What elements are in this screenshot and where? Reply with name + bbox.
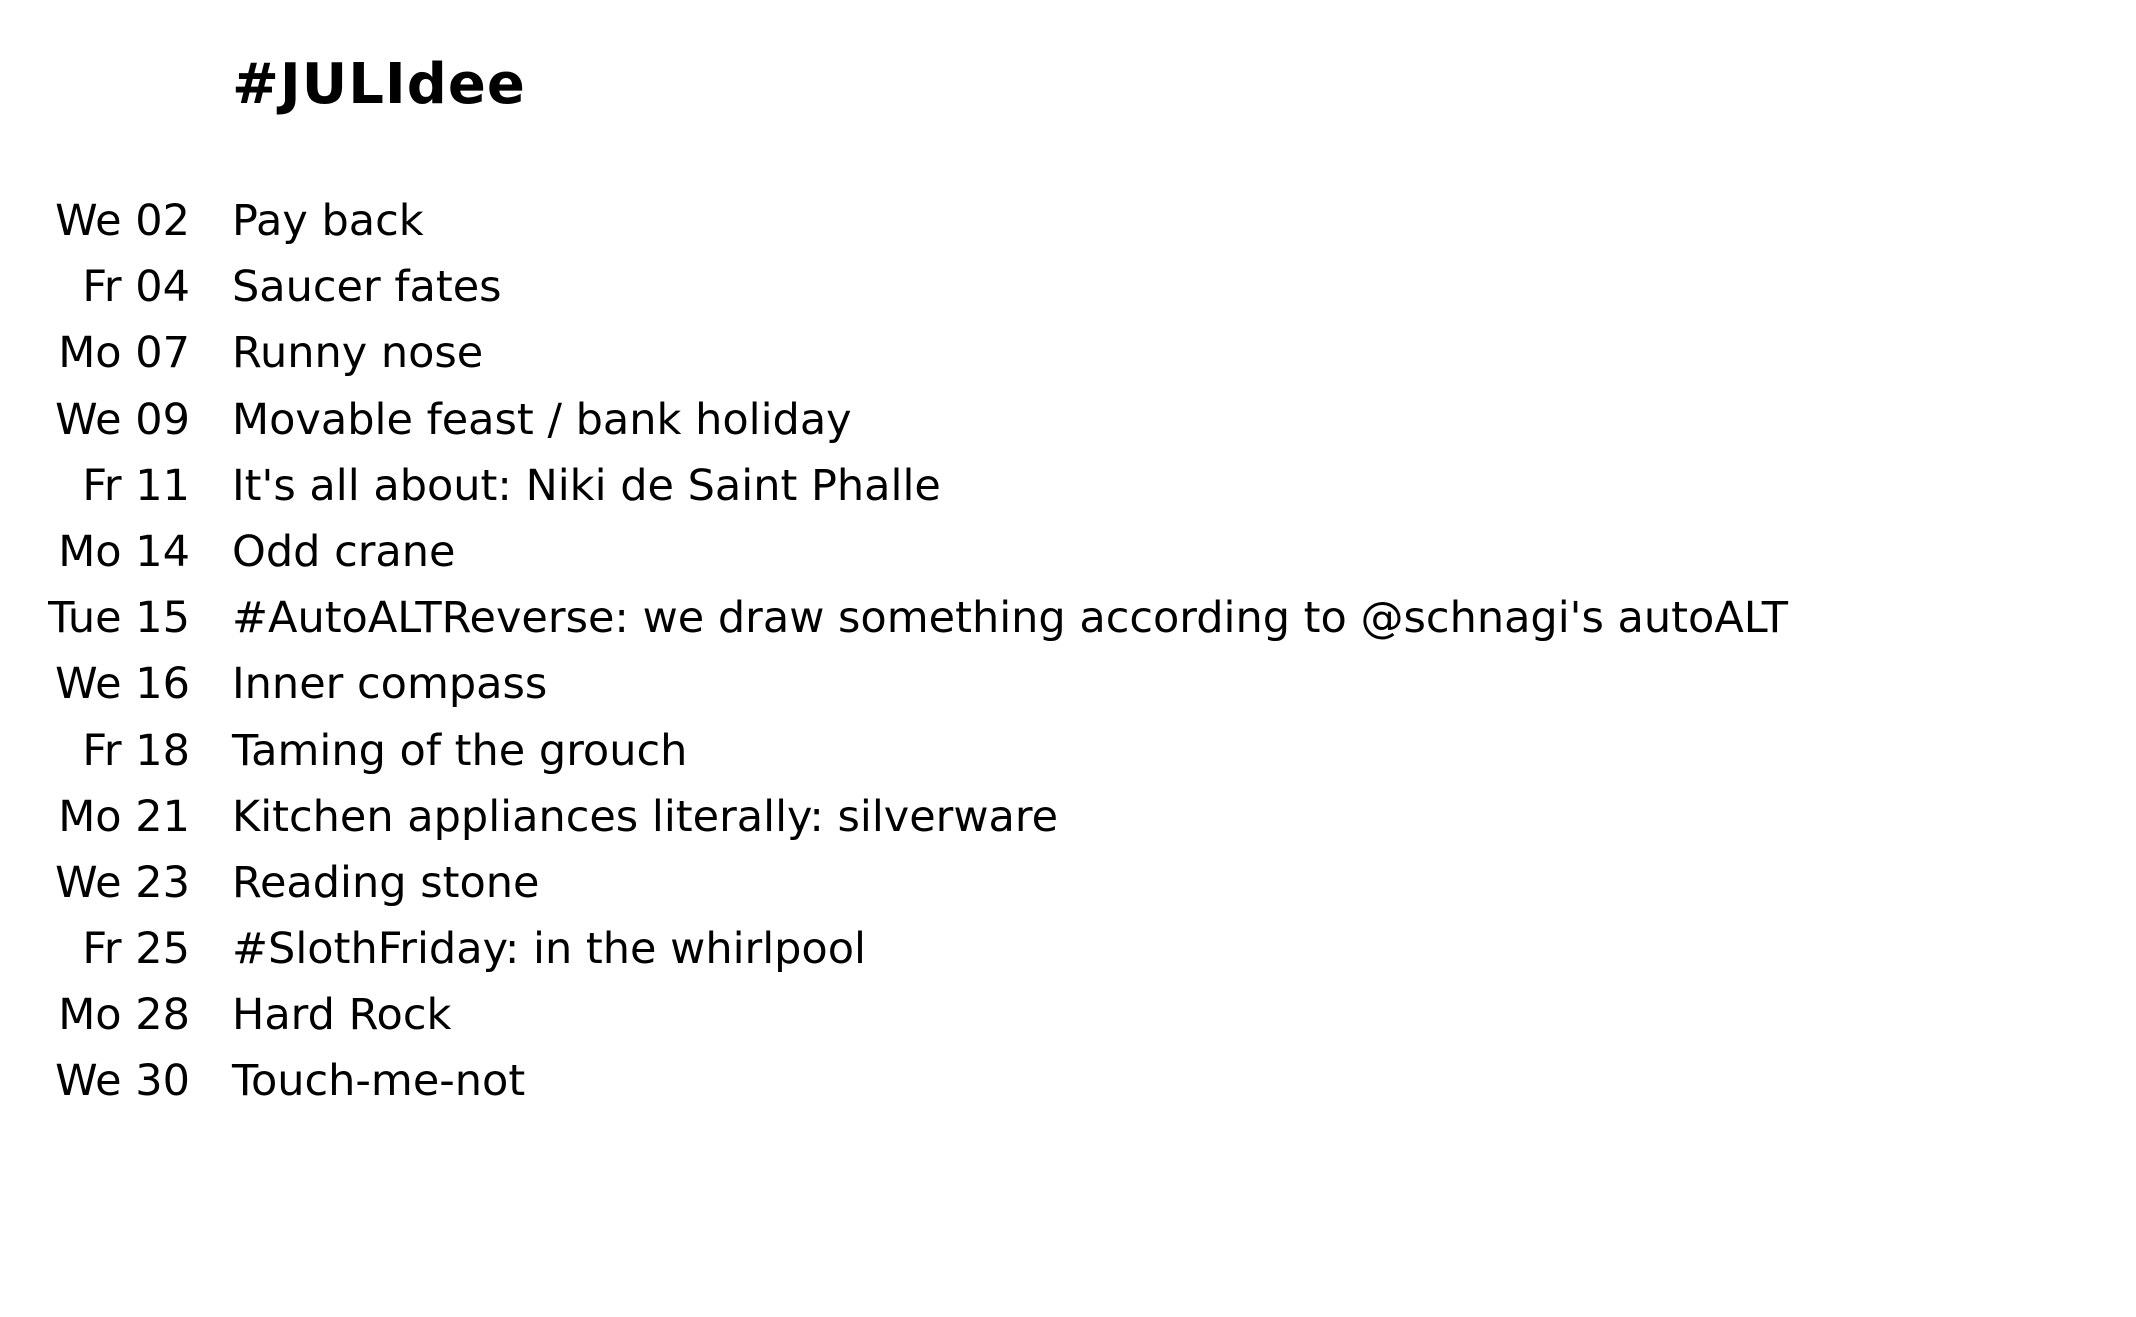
entry-topic: Kitchen appliances literally: silverware <box>232 791 1059 842</box>
entry-date: We 09 <box>55 394 190 445</box>
page-title: #JULIdee <box>232 52 526 117</box>
entry-topic: #SlothFriday: in the whirlpool <box>232 924 866 975</box>
entry-date: Tue 15 <box>48 593 190 644</box>
list-item <box>0 593 2136 659</box>
entry-date: We 02 <box>55 196 190 246</box>
entry-topic: Pay back <box>232 196 424 246</box>
entry-topic: Runny nose <box>232 328 484 379</box>
entry-topic: Movable feast / bank holiday <box>232 394 852 445</box>
list-item <box>0 924 2136 990</box>
list-item <box>0 990 2136 1056</box>
list-item <box>0 395 2136 461</box>
list-item <box>0 461 2136 527</box>
list-item <box>0 858 2136 924</box>
entry-date: Mo 28 <box>58 990 190 1041</box>
entry-topic: Odd crane <box>232 526 456 577</box>
list-item <box>0 726 2136 792</box>
entry-date: Fr 04 <box>82 262 190 313</box>
entry-topic: Inner compass <box>232 659 548 710</box>
entry-topic: Reading stone <box>232 857 540 908</box>
entry-date: We 16 <box>55 659 190 710</box>
entry-date: Mo 21 <box>58 791 190 842</box>
list-item <box>0 792 2136 858</box>
entry-date: We 23 <box>55 857 190 908</box>
schedule-list <box>0 196 2136 1123</box>
entry-date: We 30 <box>55 1056 190 1107</box>
list-item <box>0 659 2136 725</box>
entry-date: Mo 14 <box>58 526 190 577</box>
list-item <box>0 262 2136 328</box>
entry-date: Mo 07 <box>58 328 190 379</box>
list-item <box>0 1056 2136 1122</box>
entry-date: Fr 18 <box>82 725 190 776</box>
list-item <box>0 328 2136 394</box>
list-item <box>0 196 2136 262</box>
entry-topic: Touch-me-not <box>232 1056 526 1107</box>
entry-date: Fr 11 <box>82 460 190 511</box>
entry-date: Fr 25 <box>82 924 190 975</box>
list-item <box>0 527 2136 593</box>
entry-topic: It's all about: Niki de Saint Phalle <box>232 460 941 511</box>
entry-topic: Saucer fates <box>232 262 502 313</box>
entry-topic: Hard Rock <box>232 990 452 1041</box>
entry-topic: #AutoALTReverse: we draw something according to @schnagi's autoALT <box>232 593 1789 644</box>
entry-topic: Taming of the grouch <box>232 725 688 776</box>
